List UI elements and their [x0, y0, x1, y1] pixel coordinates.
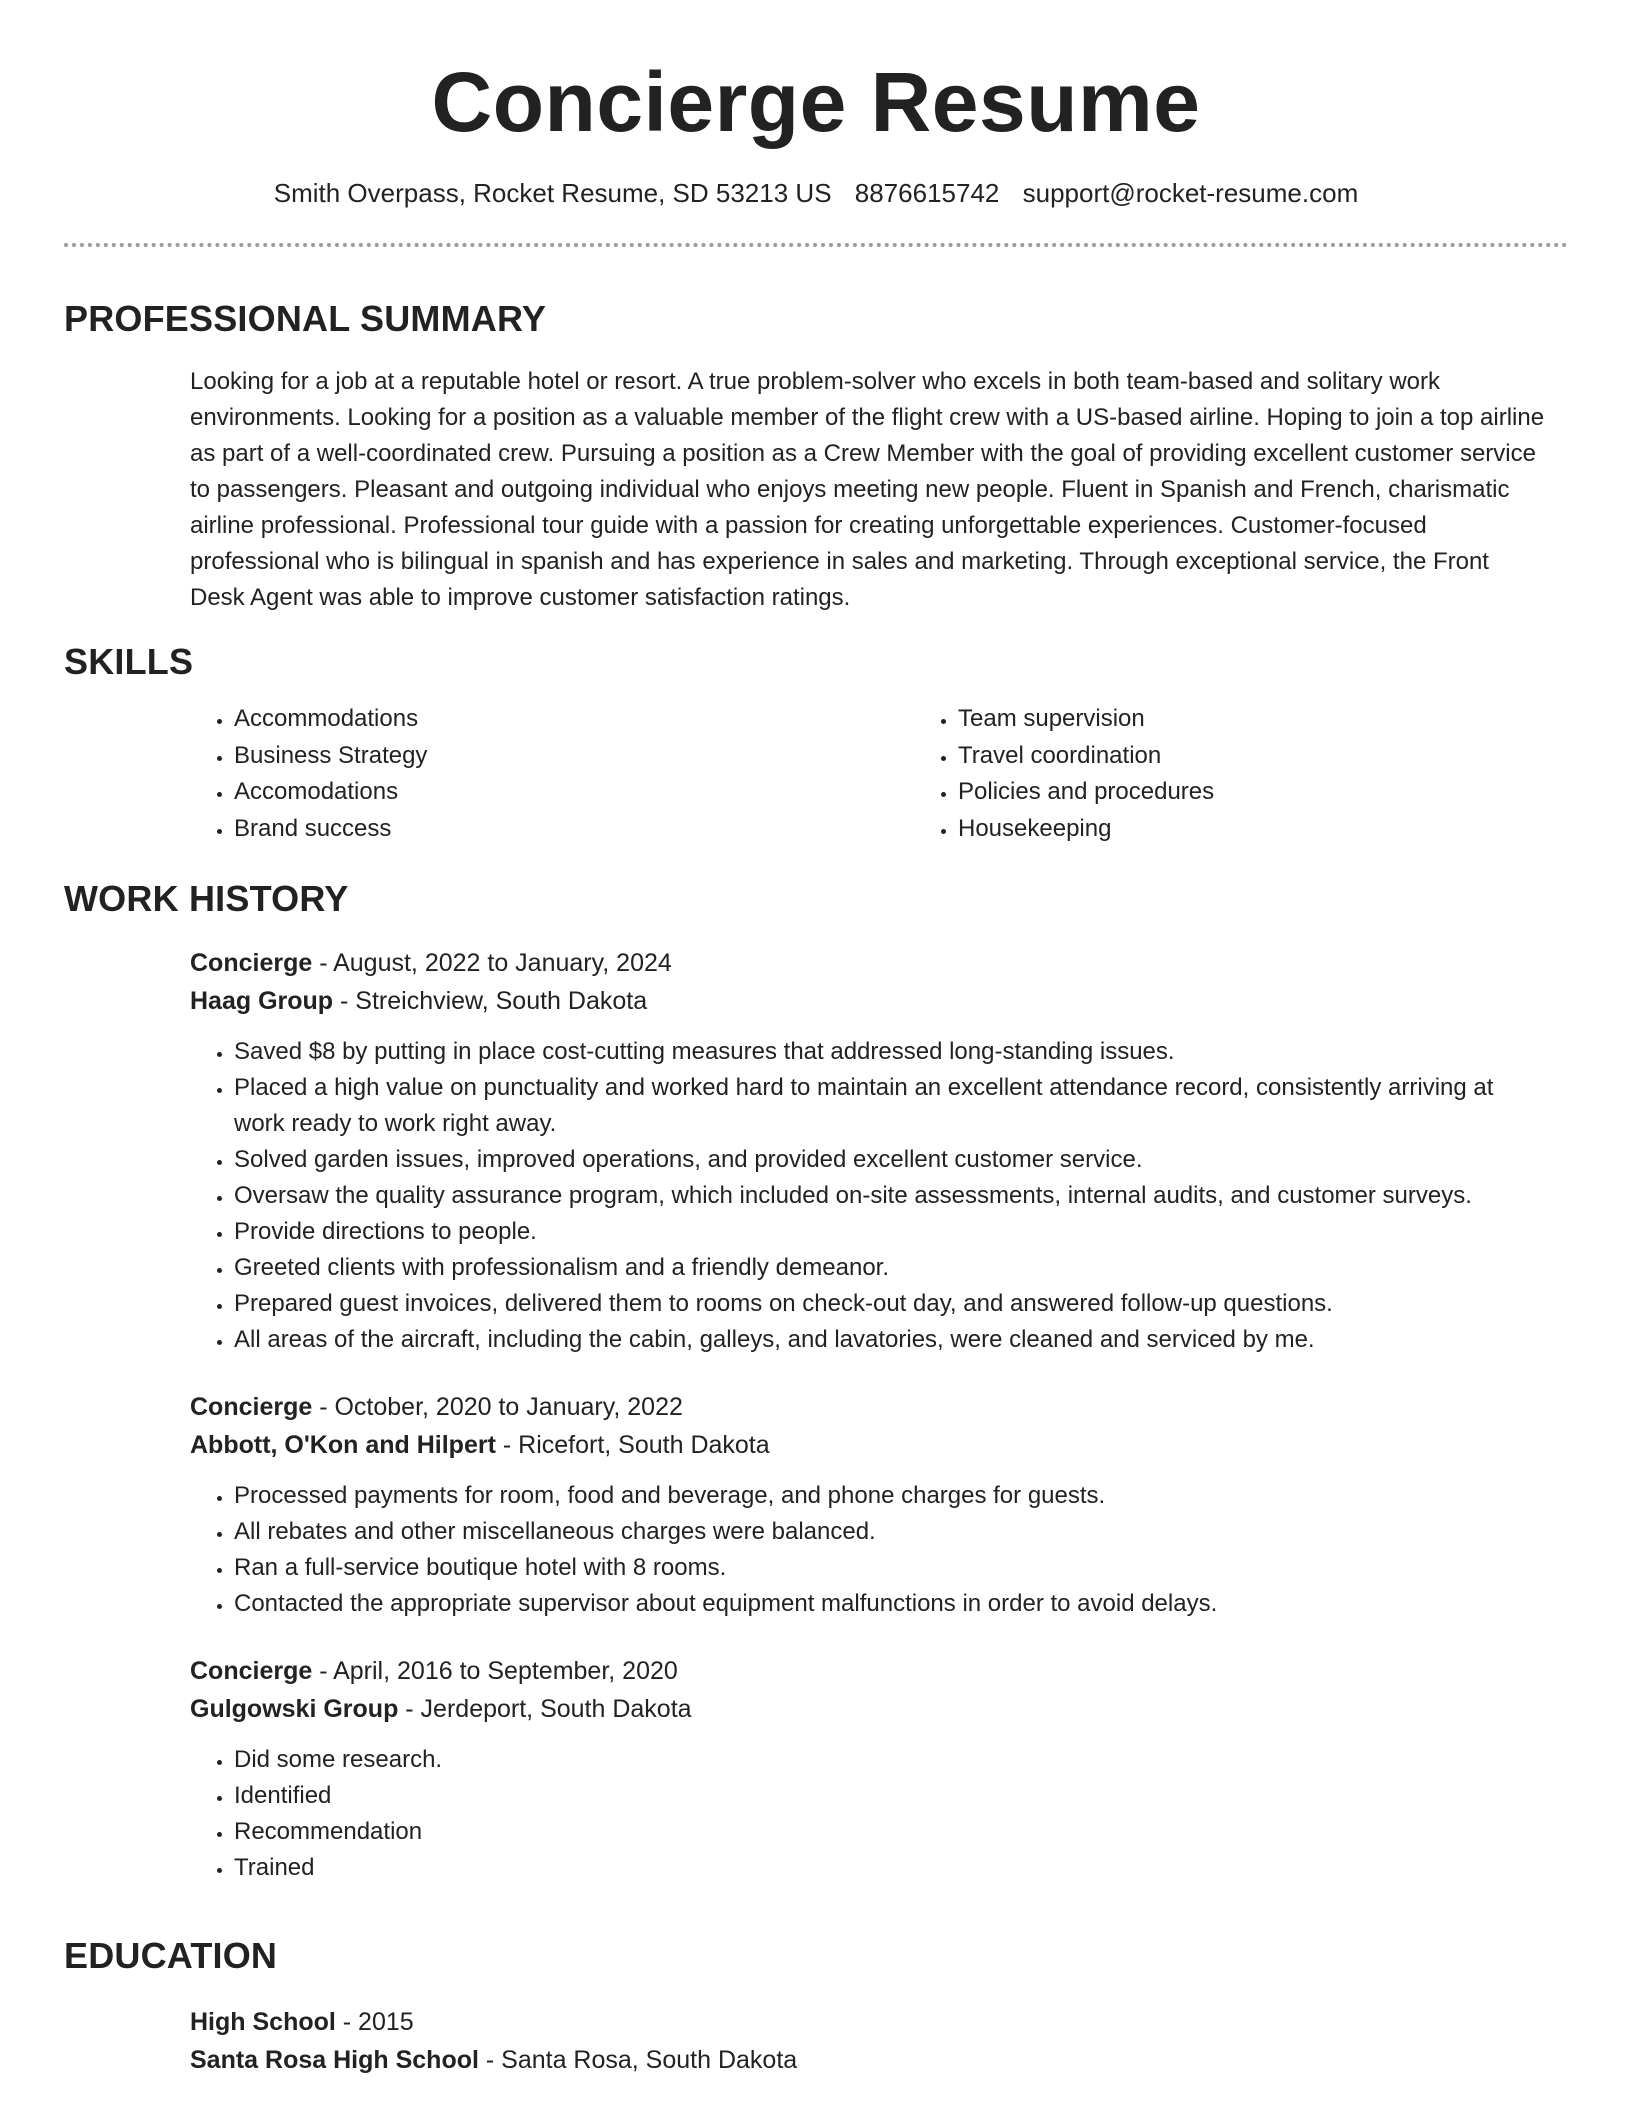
- education-section: [64, 1935, 1568, 2079]
- job-bullet: • Greeted clients with professionalism and a friendly demeanor.: [234, 1250, 1546, 1286]
- skill-item: • Policies and procedures: [958, 774, 1632, 811]
- job-company: Abbott, O'Kon and Hilpert: [190, 1431, 496, 1459]
- job-entry: [190, 1652, 1546, 1886]
- resume-page: [64, 0, 1568, 2074]
- work-history-heading: WORK HISTORY: [64, 878, 349, 919]
- education-entry: [190, 2003, 1546, 2079]
- job-bullet: • All areas of the aircraft, including the cabin, galleys, and lavatories, were cleaned and serviced by me.: [234, 1322, 1546, 1358]
- skill-item: • Travel coordination: [958, 738, 1632, 775]
- job-bullet: • Processed payments for room, food and beverage, and phone charges for guests.: [234, 1478, 1546, 1514]
- summary-heading: PROFESSIONAL SUMMARY: [64, 298, 547, 339]
- job-dates: - August, 2022 to January, 2024: [312, 949, 672, 977]
- education-location: - Santa Rosa, South Dakota: [478, 2046, 798, 2074]
- job-bullet: • Did some research.: [234, 1742, 1546, 1778]
- job-entry: [190, 1388, 1546, 1622]
- job-bullets: [190, 1034, 1546, 1358]
- job-title-line: [190, 944, 1546, 982]
- job-title: Concierge: [190, 1393, 313, 1421]
- skills-list-left: [190, 701, 914, 847]
- job-bullet: • Solved garden issues, improved operations, and provided excellent customer service.: [234, 1142, 1546, 1178]
- skills-columns: [190, 701, 1568, 847]
- skills-section: [64, 641, 1568, 847]
- skills-heading: SKILLS: [64, 641, 194, 682]
- contact-line: [64, 178, 1568, 209]
- skill-item: • Team supervision: [958, 701, 1632, 738]
- job-bullet: • Identified: [234, 1778, 1546, 1814]
- job-company-line: [190, 982, 1546, 1020]
- job-location: - Streichview, South Dakota: [333, 987, 648, 1015]
- job-company: Haag Group: [190, 987, 334, 1015]
- education-degree: High School: [190, 2008, 336, 2036]
- job-bullet: • Recommendation: [234, 1814, 1546, 1850]
- job-dates: - April, 2016 to September, 2020: [312, 1657, 678, 1685]
- header-divider: [64, 243, 1568, 247]
- job-bullet: • Trained: [234, 1850, 1546, 1886]
- job-title-line: [190, 1652, 1546, 1690]
- resume-title: Concierge Resume: [431, 55, 1201, 149]
- job-company-line: [190, 1426, 1546, 1464]
- job-bullets: [190, 1478, 1546, 1622]
- job-title-line: [190, 1388, 1546, 1426]
- job-title: Concierge: [190, 1657, 313, 1685]
- job-location: - Ricefort, South Dakota: [495, 1431, 770, 1459]
- job-bullet: • Provide directions to people.: [234, 1214, 1546, 1250]
- job-company-line: [190, 1690, 1546, 1728]
- summary-section: [64, 298, 1568, 616]
- skill-item: • Accomodations: [234, 774, 914, 811]
- skill-item: • Business Strategy: [234, 738, 914, 775]
- job-company: Gulgowski Group: [190, 1695, 399, 1723]
- skill-item: • Accommodations: [234, 701, 914, 738]
- skills-list-right: [914, 701, 1632, 847]
- job-bullet: • Prepared guest invoices, delivered them to rooms on check-out day, and answered follow-up questions.: [234, 1286, 1546, 1322]
- resume-header: [64, 56, 1568, 247]
- job-location: - Jerdeport, South Dakota: [398, 1695, 692, 1723]
- address-text: Smith Overpass, Rocket Resume, SD 53213 US: [273, 178, 832, 209]
- job-bullet: • All rebates and other miscellaneous charges were balanced.: [234, 1514, 1546, 1550]
- job-entry: [190, 944, 1546, 1358]
- phone-text: 8876615742: [854, 178, 1000, 209]
- job-title: Concierge: [190, 949, 313, 977]
- summary-text: Looking for a job at a reputable hotel or resort. A true problem-solver who excels in both team-based and solitary work environments. Looking for a position as a valuable member of the flight crew with a US-based airline. Hoping to join a top airline as part of a well-coordinated crew. Pursuing a position as a Crew Member with the goal of providing excellent customer service to passengers. Pleasant and outgoing individual who enjoys meeting new people. Fluent in Spanish and French, charismatic airline professional. Professional tour guide with a passion for creating unforgettable experiences. Customer-focused professional who is bilingual in spanish and has experience in sales and marketing. Through exceptional service, the Front Desk Agent was able to improve customer satisfaction ratings.: [190, 368, 1545, 611]
- education-school-line: [190, 2041, 1546, 2079]
- education-school: Santa Rosa High School: [190, 2046, 479, 2074]
- skill-item: • Housekeeping: [958, 811, 1632, 848]
- job-dates: - October, 2020 to January, 2022: [312, 1393, 683, 1421]
- email-text: support@rocket-resume.com: [1022, 178, 1359, 209]
- job-bullet: • Oversaw the quality assurance program, which included on-site assessments, internal audits, and customer surveys.: [234, 1178, 1546, 1214]
- job-bullet: • Saved $8 by putting in place cost-cutting measures that addressed long-standing issues.: [234, 1034, 1546, 1070]
- job-bullets: [190, 1742, 1546, 1886]
- job-bullet: • Contacted the appropriate supervisor about equipment malfunctions in order to avoid delays.: [234, 1586, 1546, 1622]
- education-degree-line: [190, 2003, 1546, 2041]
- skill-item: • Brand success: [234, 811, 914, 848]
- job-bullet: • Ran a full-service boutique hotel with 8 rooms.: [234, 1550, 1546, 1586]
- job-bullet: • Placed a high value on punctuality and worked hard to maintain an excellent attendance record, consistently arriving at work ready to work right away.: [234, 1070, 1546, 1142]
- education-heading: EDUCATION: [64, 1935, 278, 1976]
- education-year: - 2015: [335, 2008, 414, 2036]
- work-history-section: [64, 878, 1568, 1886]
